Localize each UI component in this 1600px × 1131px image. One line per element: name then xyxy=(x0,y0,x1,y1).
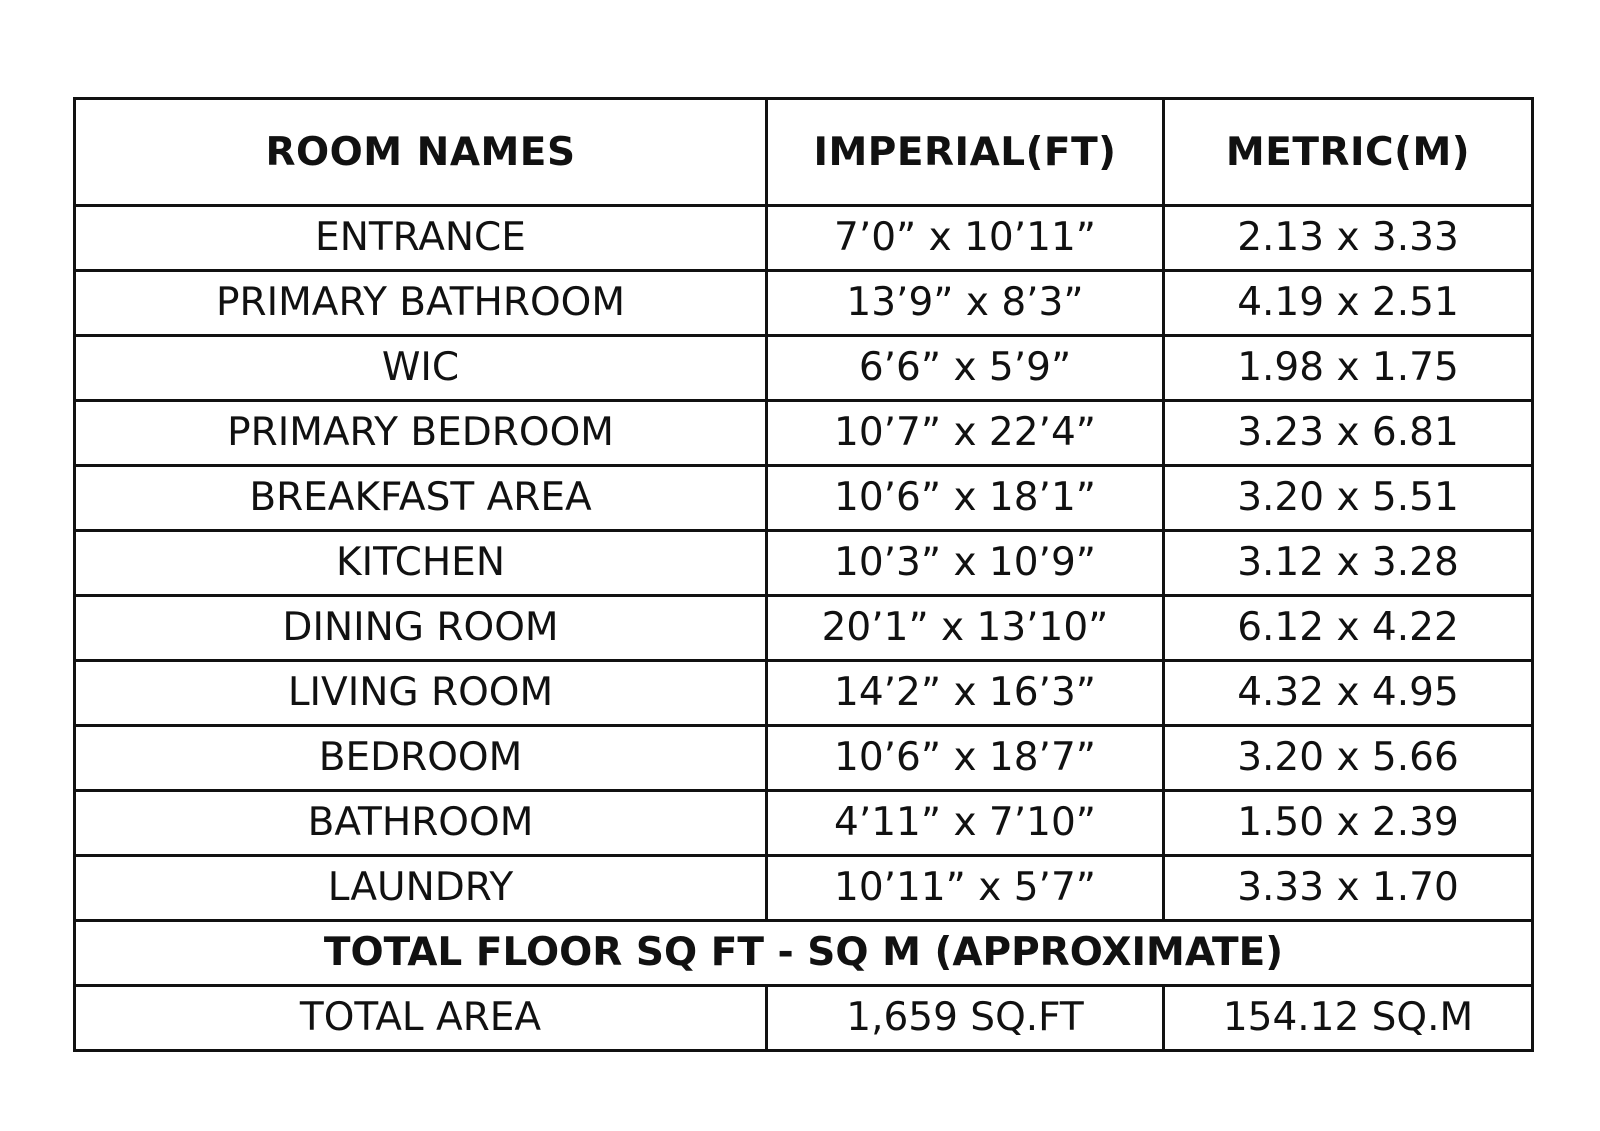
metric-cell: 6.12 x 4.22 xyxy=(1164,596,1533,661)
table-body xyxy=(75,206,1533,1051)
imperial-cell: 10’11” x 5’7” xyxy=(767,856,1164,921)
total-title: TOTAL FLOOR SQ FT - SQ M (APPROXIMATE) xyxy=(75,921,1533,986)
metric-cell: 4.19 x 2.51 xyxy=(1164,271,1533,336)
imperial-cell: 14’2” x 16’3” xyxy=(767,661,1164,726)
metric-cell: 1.98 x 1.75 xyxy=(1164,336,1533,401)
header-imperial: IMPERIAL(FT) xyxy=(767,99,1164,206)
metric-cell: 2.13 x 3.33 xyxy=(1164,206,1533,271)
table-row xyxy=(75,336,1533,401)
header-row xyxy=(75,99,1533,206)
table-row xyxy=(75,401,1533,466)
imperial-cell: 7’0” x 10’11” xyxy=(767,206,1164,271)
room-dimensions-table xyxy=(73,97,1534,1052)
imperial-cell: 10’7” x 22’4” xyxy=(767,401,1164,466)
header-room-names: ROOM NAMES xyxy=(75,99,767,206)
room-name-cell: LAUNDRY xyxy=(75,856,767,921)
table-row xyxy=(75,271,1533,336)
metric-cell: 3.12 x 3.28 xyxy=(1164,531,1533,596)
metric-cell: 3.33 x 1.70 xyxy=(1164,856,1533,921)
metric-cell: 3.23 x 6.81 xyxy=(1164,401,1533,466)
imperial-cell: 6’6” x 5’9” xyxy=(767,336,1164,401)
total-area-row xyxy=(75,986,1533,1051)
room-name-cell: WIC xyxy=(75,336,767,401)
table-row xyxy=(75,726,1533,791)
total-area-imperial: 1,659 SQ.FT xyxy=(767,986,1164,1051)
room-name-cell: PRIMARY BEDROOM xyxy=(75,401,767,466)
table-header xyxy=(75,99,1533,206)
room-name-cell: ENTRANCE xyxy=(75,206,767,271)
room-name-cell: BATHROOM xyxy=(75,791,767,856)
header-metric: METRIC(M) xyxy=(1164,99,1533,206)
imperial-cell: 4’11” x 7’10” xyxy=(767,791,1164,856)
imperial-cell: 10’6” x 18’1” xyxy=(767,466,1164,531)
total-title-row xyxy=(75,921,1533,986)
table-row xyxy=(75,596,1533,661)
total-area-metric: 154.12 SQ.M xyxy=(1164,986,1533,1051)
room-name-cell: BEDROOM xyxy=(75,726,767,791)
table-row xyxy=(75,466,1533,531)
total-area-label: TOTAL AREA xyxy=(75,986,767,1051)
metric-cell: 1.50 x 2.39 xyxy=(1164,791,1533,856)
table-row xyxy=(75,206,1533,271)
room-name-cell: PRIMARY BATHROOM xyxy=(75,271,767,336)
metric-cell: 3.20 x 5.66 xyxy=(1164,726,1533,791)
metric-cell: 4.32 x 4.95 xyxy=(1164,661,1533,726)
room-dimensions-sheet xyxy=(73,97,1531,1052)
room-name-cell: DINING ROOM xyxy=(75,596,767,661)
table-row xyxy=(75,531,1533,596)
imperial-cell: 20’1” x 13’10” xyxy=(767,596,1164,661)
room-name-cell: KITCHEN xyxy=(75,531,767,596)
table-row xyxy=(75,791,1533,856)
imperial-cell: 10’3” x 10’9” xyxy=(767,531,1164,596)
room-name-cell: BREAKFAST AREA xyxy=(75,466,767,531)
table-row xyxy=(75,856,1533,921)
metric-cell: 3.20 x 5.51 xyxy=(1164,466,1533,531)
imperial-cell: 13’9” x 8’3” xyxy=(767,271,1164,336)
table-row xyxy=(75,661,1533,726)
room-name-cell: LIVING ROOM xyxy=(75,661,767,726)
imperial-cell: 10’6” x 18’7” xyxy=(767,726,1164,791)
